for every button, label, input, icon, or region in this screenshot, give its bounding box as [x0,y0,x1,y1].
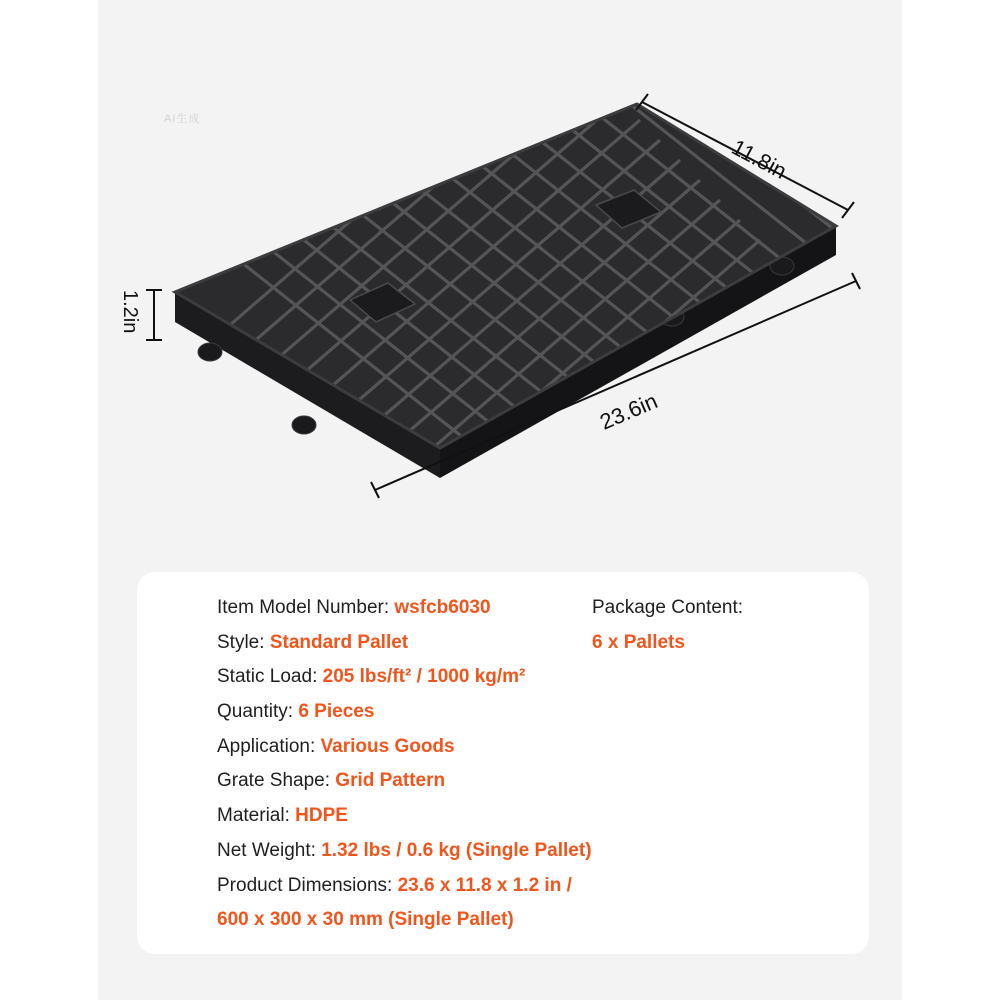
dimension-width-label: 11.8in [727,134,791,184]
package-content-value: 6 x Pallets [592,632,685,653]
spec-static-load: Static Load: 205 lbs/ft² / 1000 kg/m² [217,666,526,687]
spec-style: Style: Standard Pallet [217,632,409,653]
dimension-height-label: 1.2in [119,290,141,334]
spec-application: Application: Various Goods [217,736,455,757]
spec-grate-shape: Grate Shape: Grid Pattern [217,770,446,791]
dimension-length-label: 23.6in [596,388,662,435]
spec-item-model: Item Model Number: wsfcb6030 [217,597,491,618]
spec-quantity: Quantity: 6 Pieces [217,701,375,722]
spec-product-dimensions: Product Dimensions: 23.6 x 11.8 x 1.2 in / [217,875,572,896]
spec-material: Material: HDPE [217,805,348,826]
watermark: AI生成 [164,113,201,125]
spec-product-dimensions-metric: 600 x 300 x 30 mm (Single Pallet) [217,909,514,930]
spec-net-weight: Net Weight: 1.32 lbs / 0.6 kg (Single Pallet) [217,840,592,861]
specs-card [137,572,869,954]
package-content-label: Package Content: [592,597,744,618]
